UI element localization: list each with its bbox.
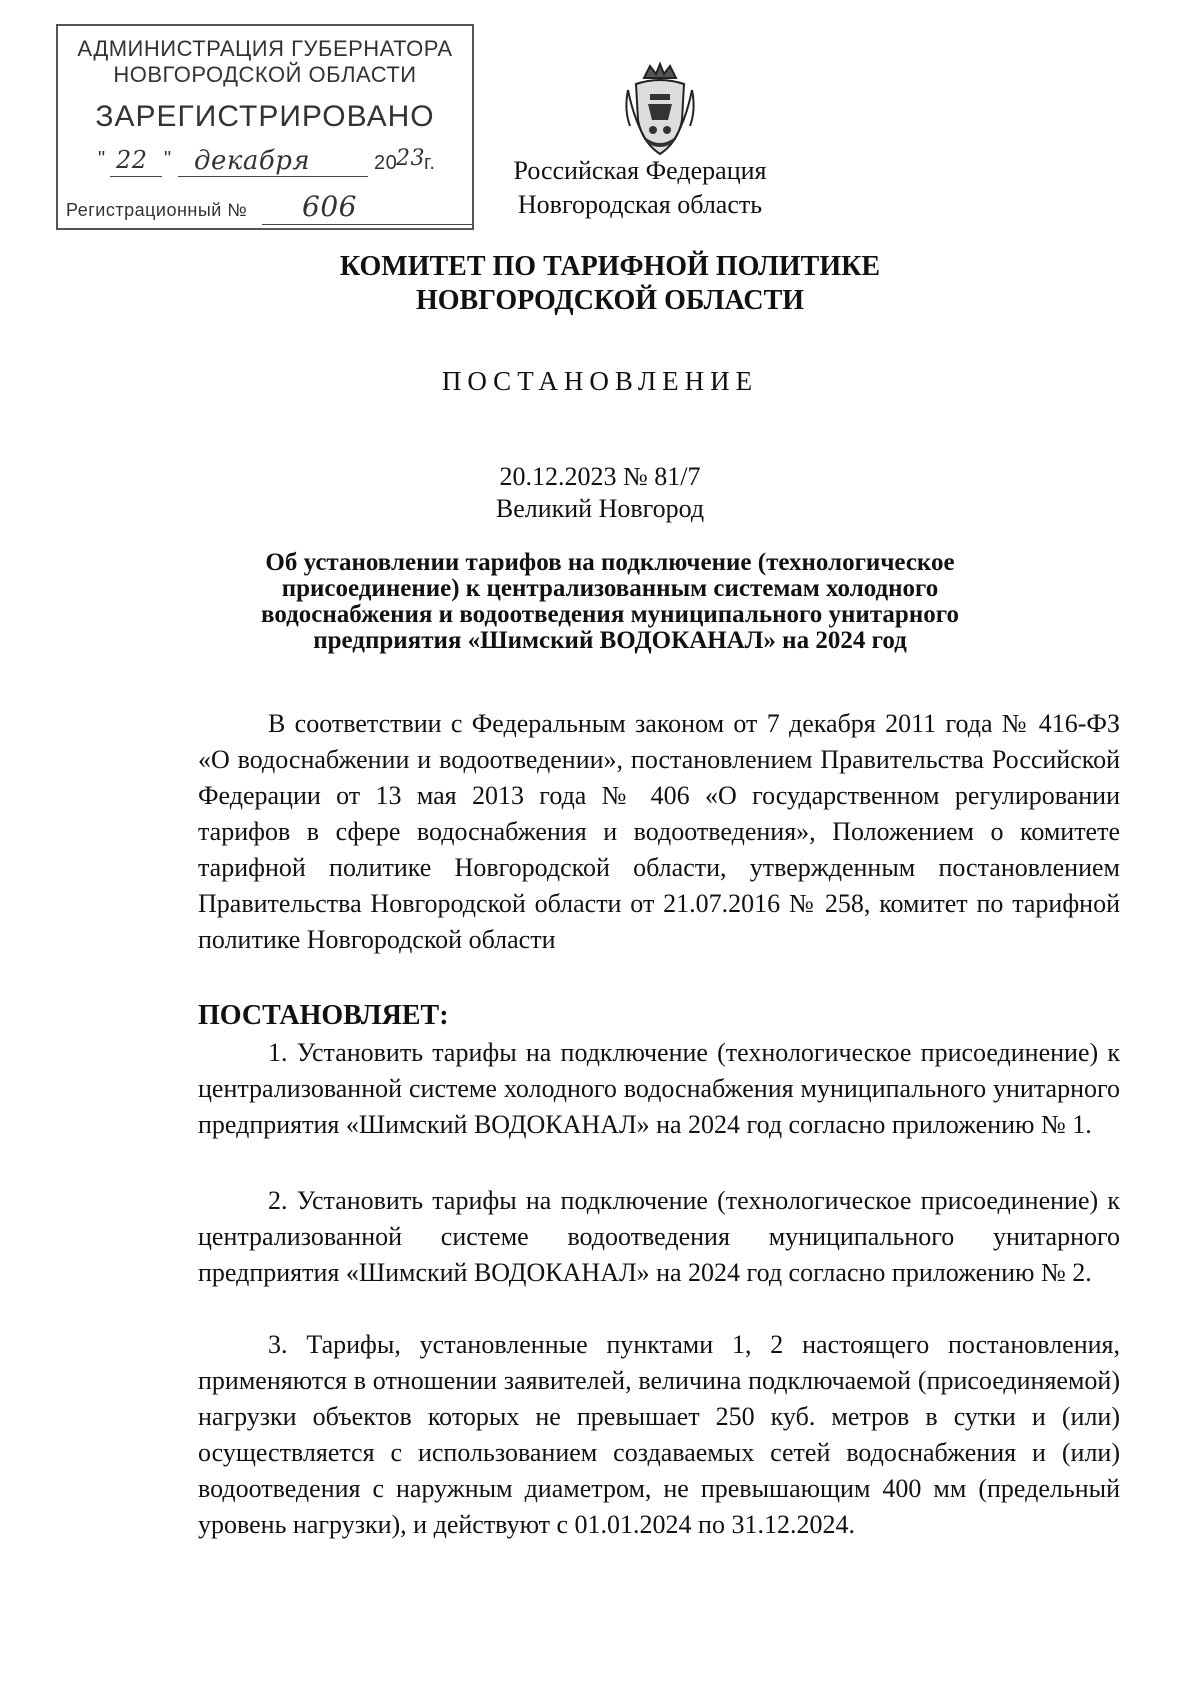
document-date-number: 20.12.2023 № 81/7: [499, 462, 701, 491]
stamp-year-prefix: 20: [374, 152, 398, 174]
stamp-reg-label: Регистрационный №: [66, 200, 248, 220]
clause-3: 3. Тарифы, установленные пунктами 1, 2 настоящего постановления, применяются в отношении заявителей, величина подключаемой (присоединяемой) нагрузки объектов которых не превышает 250 куб. метров в сутки и (или) осуществляется с использованием создаваемых сетей водоснабжения и (или) водоотведения с наружным диаметром, не превышающим 400 мм (предельный уровень нагрузки), и действуют с 01.01.2024 по 31.12.2024.: [198, 1330, 1120, 1539]
stamp-year-suffix: 23: [396, 146, 425, 171]
clause-2: 2. Установить тарифы на подключение (технологическое присоединение) к централизованной системе водоотведения муниципального унитарного предприятия «Шимский ВОДОКАНАЛ» на 2024 год согласно приложению № 2.: [198, 1186, 1120, 1287]
region-name: Новгородская область: [517, 190, 763, 219]
stamp-org-line-2: НОВГОРОДСКОЙ ОБЛАСТИ: [113, 62, 417, 87]
stamp-date-row: " 22 " декабря 20 23 г.: [98, 146, 436, 176]
registration-stamp: [56, 24, 474, 230]
stamp-day: 22: [116, 146, 148, 174]
committee-title: КОМИТЕТ ПО ТАРИФНОЙ ПОЛИТИКЕ НОВГОРОДСКОЙ ОБЛАСТИ: [339, 251, 881, 316]
stamp-org-line-1: АДМИНИСТРАЦИЯ ГУБЕРНАТОРА: [77, 36, 453, 61]
resolves-heading: ПОСТАНОВЛЯЕТ:: [198, 1000, 449, 1031]
stamp-reg-number: 606: [302, 190, 357, 223]
clause-1: 1. Установить тарифы на подключение (технологическое присоединение) к централизованной системе холодного водоснабжения муниципального унитарного предприятия «Шимский ВОДОКАНАЛ» на 2024 год согласно приложению № 1.: [198, 1038, 1120, 1139]
stamp-month: декабря: [194, 146, 311, 176]
stamp-year-unit: г.: [424, 152, 436, 174]
stamp-reg-row: [66, 190, 464, 228]
document-city: Великий Новгород: [495, 494, 705, 523]
coat-of-arms-icon: [620, 60, 700, 160]
intro-paragraph: В соответствии с Федеральным законом от 7 декабря 2011 года № 416-ФЗ «О водоснабжении и водоотведении», постановлением Правительства Российской Федерации от 13 мая 2013 года № 406 «О государственном регулировании тарифов в сфере водоснабжения и водоотведения», Положением о комитете тарифной политике Новгородской области, утвержденным постановлением Правительства Новгородской области от 21.07.2016 № 258, комитет по тарифной политике Новгородской области: [198, 709, 1120, 954]
document-subject: Об установлении тарифов на подключение (технологическое присоединение) к централизованным системам холодного водоснабжения и водоотведения муниципального унитарного предприятия «Шимский ВОДОКАНАЛ» на 2024 год: [261, 549, 959, 654]
country-name: Российская Федерация: [513, 156, 767, 185]
stamp-status: ЗАРЕГИСТРИРОВАНО: [95, 100, 435, 133]
document-type: ПОСТАНОВЛЕНИЕ: [441, 366, 759, 396]
